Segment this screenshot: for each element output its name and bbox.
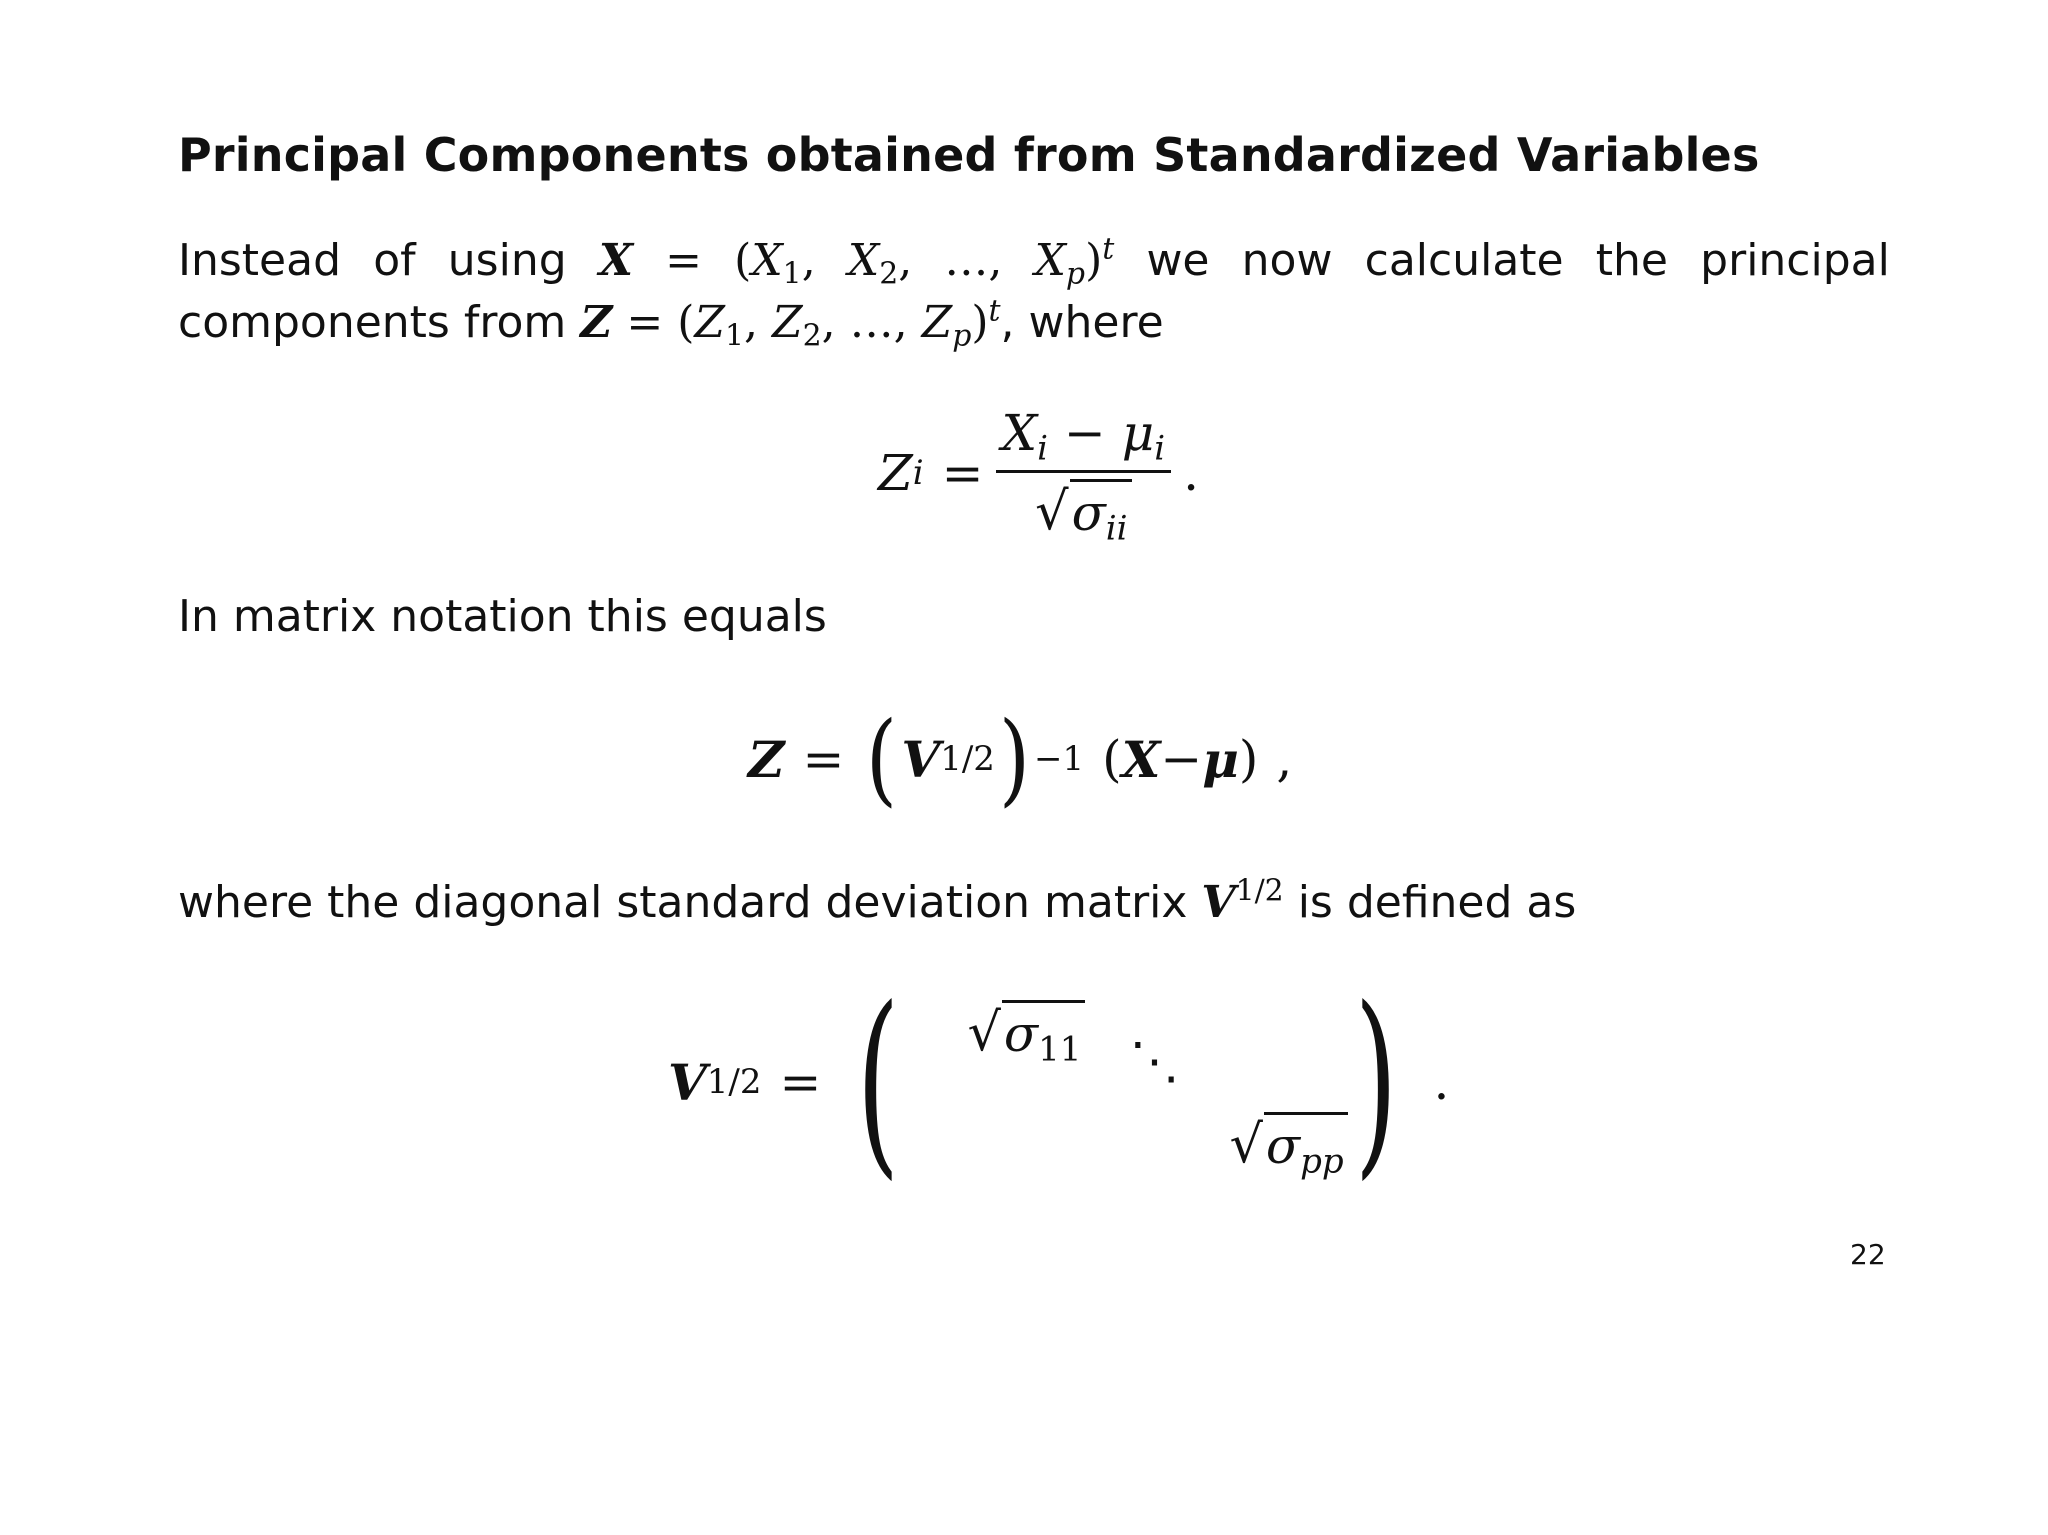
standardization-equation: Z i = $X_i - \mu_i$ √ $\sigma_{ii}$ . bbox=[878, 404, 1200, 549]
matrix-notation-text: In matrix notation this equals bbox=[178, 591, 827, 642]
matrix-entry-sigma-pp: √ $\sigma_{pp}$ bbox=[1229, 1112, 1347, 1175]
standardization-fraction: $X_i - \mu_i$ √ $\sigma_{ii}$ bbox=[996, 404, 1172, 542]
matrix-diagonal-dots: ⋱ bbox=[1129, 1032, 1188, 1090]
intro-paragraph bbox=[178, 230, 1890, 354]
diagonal-matrix bbox=[917, 992, 1344, 1182]
matrix-entry-sigma-11: √ $\sigma_{11}$ bbox=[967, 1000, 1085, 1063]
slide-title: Principal Components obtained from Standardized Variables bbox=[178, 128, 1760, 182]
sqrt-sigma-ii: √ $\sigma_{ii}$ bbox=[1035, 473, 1131, 542]
page-number: 22 bbox=[1850, 1238, 1886, 1271]
matrix-equation: Z = ( V 1/2 ) −1 ( X − μ ) , bbox=[748, 700, 1293, 817]
intro-line-1: Instead of using $X = (X_1$, $X_2$, …, $X_p)^t$ we now calculate the principal bbox=[178, 231, 1890, 292]
diagonal-matrix-equation: V 1/2 = ( √ $\sigma_{11}$ ⋱ √ $\sigma_{pp}$ ) . bbox=[668, 965, 1450, 1198]
intro-line-2: components from $Z = (Z_1$, $Z_2$, …, $Z_p)^t$, where bbox=[178, 293, 1164, 354]
std-matrix-definition-text: where the diagonal standard deviation matrix $V^{1/2}$ is defined as bbox=[178, 873, 1577, 928]
x-vector-definition: $X = (X_1$, $X_2$, …, $X_p)^t$ bbox=[598, 231, 1115, 292]
z-vector-definition: $Z = (Z_1$, $Z_2$, …, $Z_p)^t$ bbox=[580, 293, 1001, 354]
